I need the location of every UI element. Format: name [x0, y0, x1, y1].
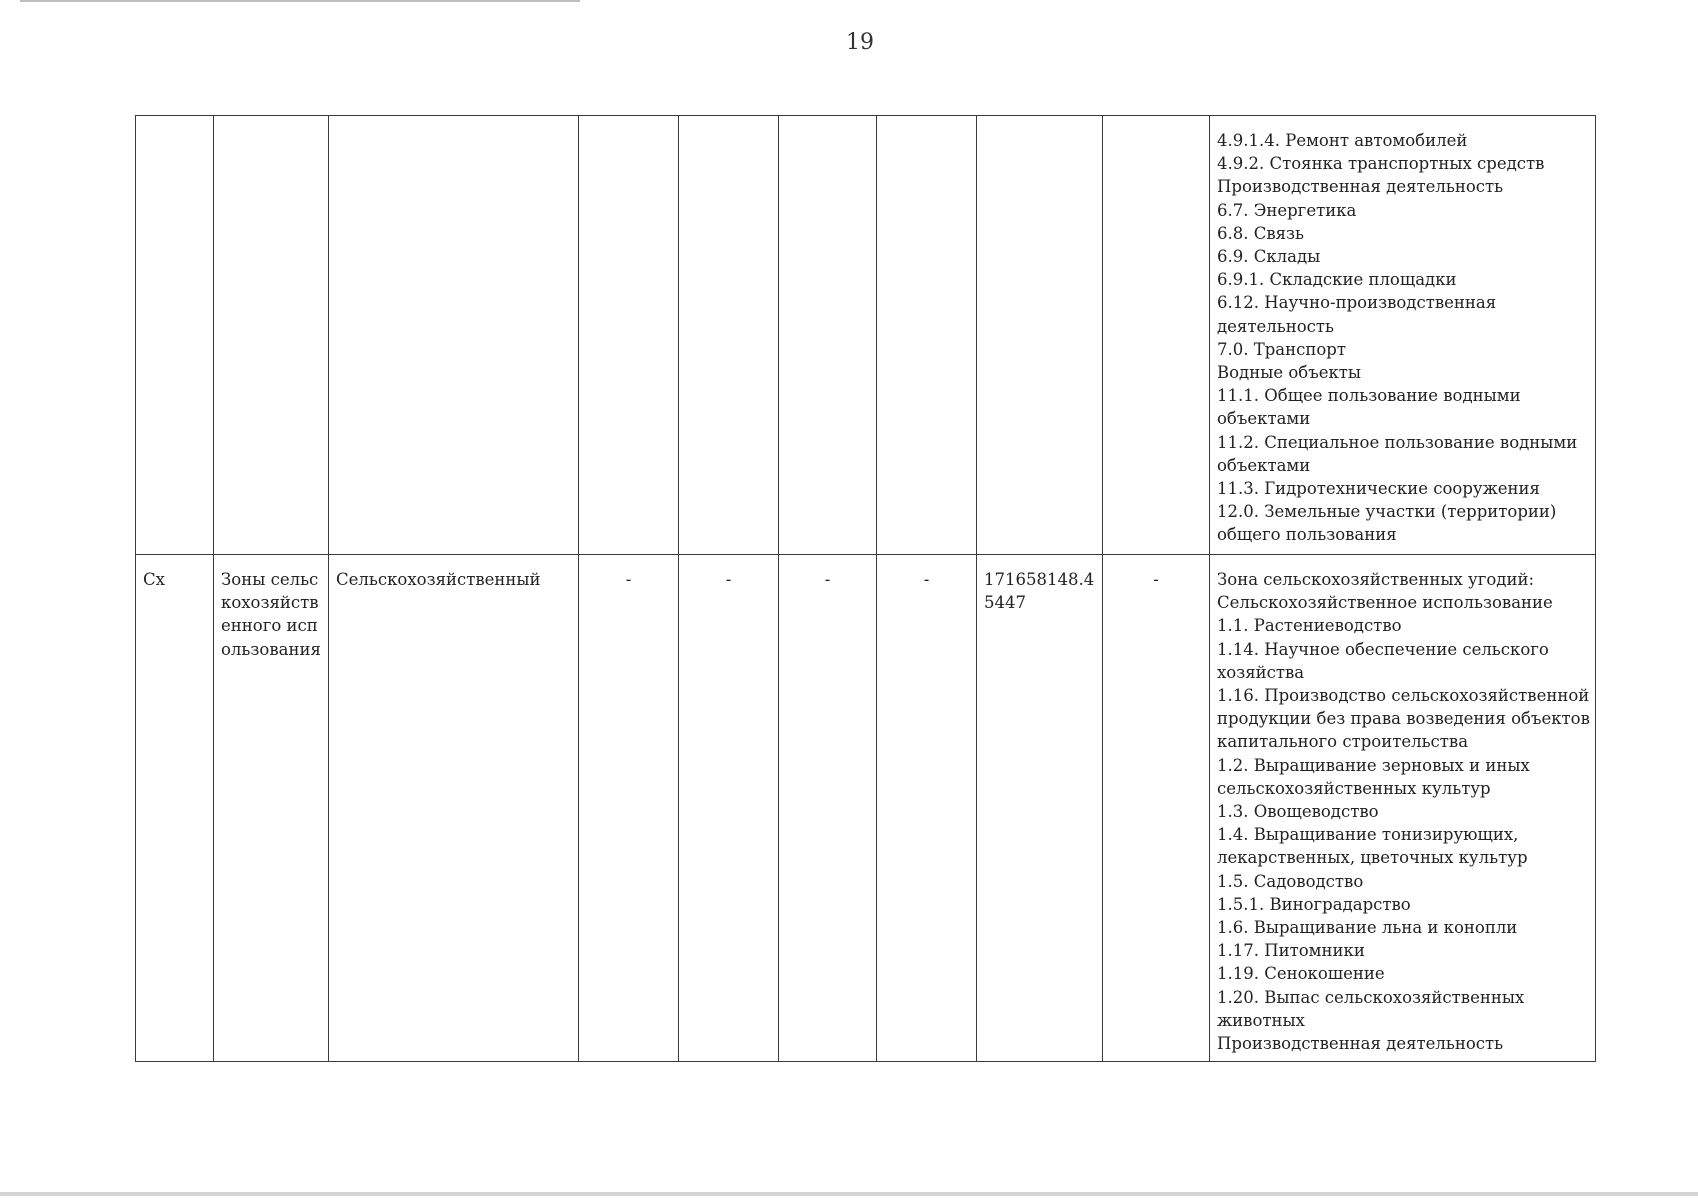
use-line: Сельскохозяйственное использование [1217, 593, 1553, 613]
use-line: 1.16. Производство сельскохозяйственной [1217, 686, 1590, 706]
zone-code-cell: Сх [136, 555, 214, 1062]
zone-code-cell [136, 116, 214, 555]
use-line: сельскохозяйственных культур [1217, 778, 1491, 798]
use-line: деятельность [1217, 316, 1334, 336]
use-line: 12.0. Земельные участки (территории) [1217, 502, 1557, 522]
zone-type-cell: Сельскохозяйственный [329, 555, 579, 1062]
area-cell [977, 116, 1103, 555]
zone-name-cell [214, 116, 329, 555]
param-cell [779, 116, 877, 555]
use-line: 1.5.1. Виноградарство [1217, 894, 1411, 914]
use-line: продукции без права возведения объектов [1217, 709, 1590, 729]
param-cell: - [679, 555, 779, 1062]
use-line: общего пользования [1217, 525, 1397, 545]
param-cell: - [877, 555, 977, 1062]
use-line: 4.9.1.4. Ремонт автомобилей [1217, 131, 1468, 150]
use-line: объектами [1217, 409, 1311, 429]
use-line: капитального строительства [1217, 732, 1469, 752]
param-cell [877, 116, 977, 555]
use-line: 1.19. Сенокошение [1217, 964, 1385, 984]
use-line: Зона сельскохозяйственных угодий: [1217, 570, 1534, 589]
param-cell [1103, 116, 1210, 555]
use-line: 11.2. Специальное пользование водными [1217, 432, 1578, 452]
use-line: объектами [1217, 455, 1311, 475]
use-line: 1.2. Выращивание зерновых и иных [1217, 755, 1530, 775]
use-line: 1.1. Растениеводство [1217, 616, 1402, 636]
use-line: 11.3. Гидротехнические сооружения [1217, 479, 1540, 499]
use-line: 1.5. Садоводство [1217, 871, 1364, 891]
page-number: 19 [846, 30, 874, 55]
use-line: 1.6. Выращивание льна и конопли [1217, 918, 1518, 938]
param-cell [579, 116, 679, 555]
zone-name-cell: Зоны сельскохозяйственного использования [214, 555, 329, 1062]
use-line: 11.1. Общее пользование водными [1217, 386, 1521, 406]
permitted-uses-cell [1210, 555, 1596, 1062]
area-cell: 171658148.45447 [977, 555, 1103, 1062]
param-cell: - [579, 555, 679, 1062]
use-line: 1.14. Научное обеспечение сельского [1217, 639, 1549, 659]
use-line: Производственная деятельность [1217, 177, 1504, 197]
use-line: 1.17. Питомники [1217, 941, 1365, 961]
param-cell: - [779, 555, 877, 1062]
use-line: 4.9.2. Стоянка транспортных средств [1217, 154, 1545, 174]
use-line: хозяйства [1217, 662, 1305, 682]
use-line: 6.7. Энергетика [1217, 200, 1357, 220]
use-line: 6.8. Связь [1217, 223, 1305, 243]
scan-edge-bottom [0, 1192, 1698, 1196]
use-line: 6.9.1. Складские площадки [1217, 270, 1457, 290]
zone-type-cell [329, 116, 579, 555]
table-row [136, 116, 1596, 555]
param-cell [679, 116, 779, 555]
scan-edge-top [20, 0, 580, 2]
use-line: 6.9. Склады [1217, 247, 1321, 267]
use-line: Производственная деятельность [1217, 1034, 1504, 1054]
use-line: 1.4. Выращивание тонизирующих, [1217, 825, 1519, 845]
use-line: лекарственных, цветочных культур [1217, 848, 1528, 868]
use-line: 1.20. Выпас сельскохозяйственных [1217, 987, 1525, 1007]
use-line: животных [1217, 1010, 1305, 1030]
use-line: 7.0. Транспорт [1217, 339, 1346, 359]
param-cell: - [1103, 555, 1210, 1062]
use-line: 6.12. Научно-производственная [1217, 293, 1497, 313]
permitted-uses-cell [1210, 116, 1596, 555]
table-row [136, 555, 1596, 1062]
use-line: Водные объекты [1217, 363, 1362, 383]
zones-table [135, 115, 1596, 1062]
use-line: 1.3. Овощеводство [1217, 802, 1379, 822]
